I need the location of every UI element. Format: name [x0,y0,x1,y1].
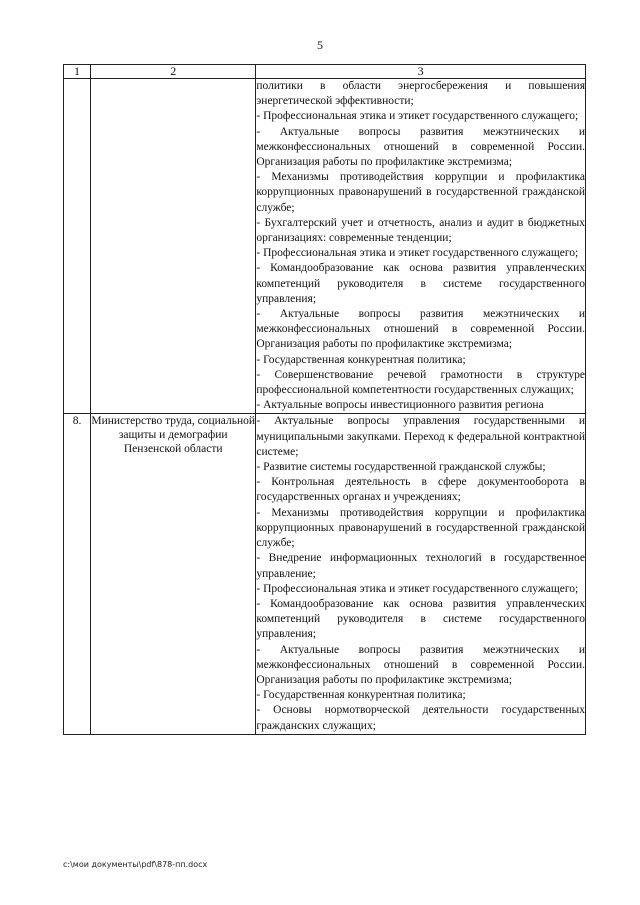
list-item: - Командообразование как основа развития управленческих компетенций руководителя в системе государственного управления; [256,262,585,305]
list-item: - Актуальные вопросы развития межэтнических и межконфессиональных отношений в современной России. Организация работы по профилактике экстремизма; [256,308,585,351]
list-item: - Актуальные вопросы управления государственными и муниципальными закупками. Переход к федеральной контрактной системе; [256,415,585,458]
list-item: - Совершенствование речевой грамотности в структуре профессиональной компетентности государственных служащих; [256,368,585,397]
list-item: - Внедрение информационных технологий в государственное управление; [256,552,585,580]
table-header-row [64,65,586,79]
list-item: - Государственная конкурентная политика; [256,689,466,702]
list-item: - Бухгалтерский учет и отчетность, анализ и аудит в бюджетных организациях: современные тенденции; [256,216,585,245]
list-item: - Государственная конкурентная политика; [256,353,466,366]
list-item: - Профессиональная этика и этикет государственного служащего; [256,582,579,595]
list-item: - Профессиональная этика и этикет государственного служащего; [256,110,579,123]
list-item: - Профессиональная этика и этикет государственного служащего; [256,247,579,260]
list-item: политики в области энергосбережения и повышения энергетической эффективности; [256,80,585,108]
list-item: - Механизмы противодействия коррупции и профилактика коррупционных правонарушений в государственной гражданской службе; [256,171,585,214]
list-item: - Актуальные вопросы развития межэтнических и межконфессиональных отношений в современной России. Организация работы по профилактике экстремизма; [256,125,585,169]
organization-name: Министерство труда, социальной защиты и демографии Пензенской области [91,414,256,734]
courses-table [63,64,586,735]
file-path-footer: c:\мои документы\pdf\878-пп.docx [63,860,208,869]
organization-name [91,79,256,414]
list-item: - Основы нормотворческой деятельности государственных гражданских служащих; [256,704,585,732]
page-number: 5 [317,38,323,52]
course-list [256,414,586,734]
row-number: 8. [64,414,91,734]
course-list [256,79,586,414]
list-item: - Командообразование как основа развития управленческих компетенций руководителя в системе государственного управления; [256,597,585,641]
table-row [64,79,586,414]
header-col-1: 1 [64,65,91,79]
header-col-2: 2 [91,65,256,79]
list-item: - Актуальные вопросы развития межэтнических и межконфессиональных отношений в современной России. Организация работы по профилактике экстремизма; [256,643,585,686]
table-row [64,414,586,734]
header-col-3: 3 [256,65,586,79]
row-number [64,79,91,414]
list-item: - Актуальные вопросы инвестиционного развития региона [256,399,544,412]
list-item: - Механизмы противодействия коррупции и профилактика коррупционных правонарушений в государственной гражданской службе; [256,506,585,550]
list-item: - Развитие системы государственной гражданской службы; [256,461,546,474]
list-item: - Контрольная деятельность в сфере документооборота в государственных органах и учреждениях; [256,476,585,504]
